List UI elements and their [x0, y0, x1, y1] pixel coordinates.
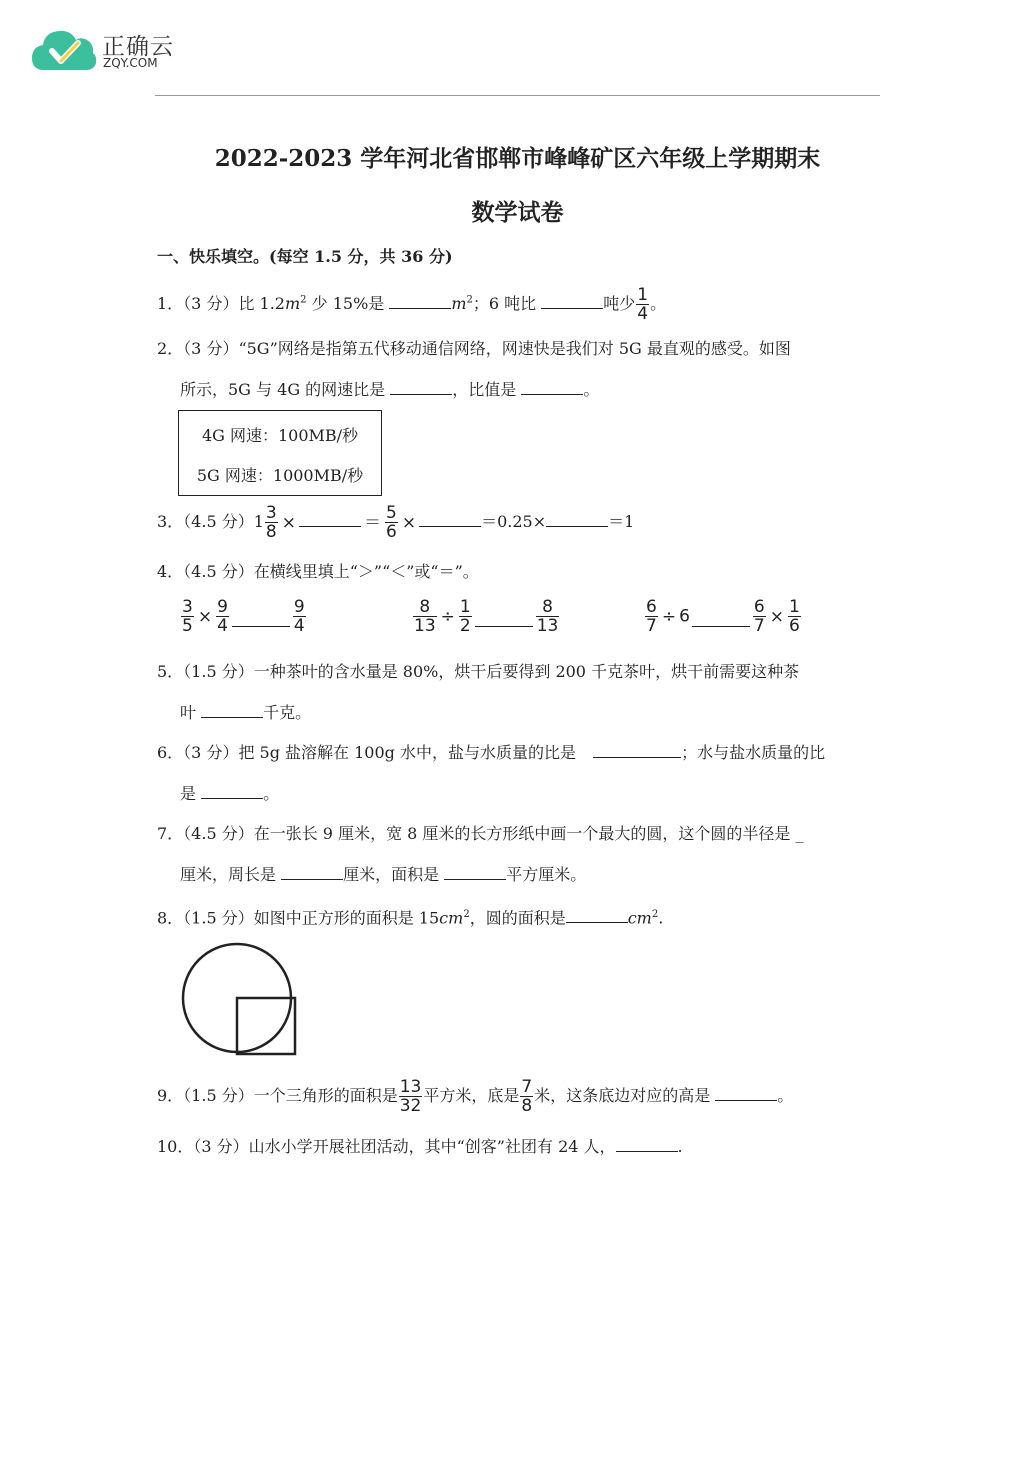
question-4: 4．（4.5 分）在横线里填上“＞”“＜”或“＝”。 [157, 562, 479, 581]
logo [30, 24, 180, 78]
logo-domain: ZQY.COM [103, 56, 158, 70]
header-divider [155, 95, 880, 96]
fraction: $\frac{3}{8}$ [265, 503, 277, 542]
question-10: 10．（3 分）山水小学开展社团活动，其中“创客”社团有 24 人， . [157, 1137, 683, 1156]
page-title: 2022-2023 学年河北省邯郸市峰峰矿区六年级上学期期末 [214, 145, 821, 172]
page-subtitle: 数学试卷 [471, 199, 564, 226]
question-2: 2．（3 分）“5G”网络是指第五代移动通信网络，网速快是我们对 5G 最直观的感受。如图 [157, 339, 791, 358]
answer-blank[interactable] [299, 511, 361, 527]
answer-blank[interactable] [546, 511, 608, 527]
answer-blank[interactable] [281, 864, 343, 880]
compare-expr-1: $\frac{3}{5}$ × $\frac{9}{4}$ $\frac{9}{4}$ [182, 597, 305, 636]
question-7-line2: 厘米，周长是 厘米，面积是 平方厘米。 [180, 865, 587, 884]
speed-info-box [178, 410, 382, 496]
fraction: $\frac{5}{6}$ [385, 503, 397, 542]
answer-blank[interactable] [419, 511, 481, 527]
answer-blank[interactable] [715, 1085, 777, 1101]
section-heading: 一、快乐填空。(每空 1.5 分，共 36 分) [157, 247, 453, 266]
circle-square-figure [180, 942, 302, 1060]
compare-expr-3: $\frac{6}{7}$ ÷ 6 $\frac{6}{7}$ × $\frac{1}{6}$ [646, 597, 800, 636]
answer-blank[interactable] [475, 606, 533, 627]
answer-blank[interactable] [201, 702, 263, 718]
compare-expr-2: $\frac{8}{13}$ ÷ $\frac{1}{2}$ $\frac{8}{13}$ [414, 597, 559, 636]
question-2-line2: 所示，5G 与 4G 的网速比是 ，比值是 。 [180, 380, 600, 399]
answer-blank[interactable] [389, 293, 451, 309]
question-5-line2: 叶 千克。 [180, 703, 312, 722]
answer-blank[interactable] [521, 379, 583, 395]
box-4g-speed: 4G 网速：100MB/秒 [201, 426, 359, 445]
question-1: 1．（3 分）比 $1.2m^2$ 少 15%是 $m^2$；6 吨比 吨少 $\frac{1}{4}$ 。 [157, 285, 667, 324]
question-6: 6．（3 分）把 5g 盐溶解在 100g 水中，盐与水质量的比是 ；水与盐水质量的比 [157, 743, 826, 762]
question-3: 3．（4.5 分）1 $\frac{3}{8}$ × ＝ $\frac{5}{6}$ × ＝0.25× ＝1 [157, 503, 635, 542]
cloud-check-icon [30, 26, 98, 74]
answer-blank[interactable] [541, 293, 603, 309]
question-6-line2: 是 。 [180, 784, 280, 803]
logo-brand: 正确云 [102, 34, 174, 60]
answer-blank[interactable] [692, 606, 750, 627]
answer-blank[interactable] [593, 742, 681, 758]
answer-blank[interactable] [444, 864, 506, 880]
fraction: $\frac{1}{4}$ [637, 285, 649, 324]
answer-blank[interactable] [201, 783, 263, 799]
question-5: 5．（1.5 分）一种茶叶的含水量是 80%，烘干后要得到 200 千克茶叶，烘干前需要这种茶 [157, 662, 800, 681]
answer-blank[interactable] [566, 907, 628, 923]
box-5g-speed: 5G 网速：1000MB/秒 [196, 466, 364, 485]
answer-blank[interactable] [390, 379, 452, 395]
question-9: 9．（1.5 分）一个三角形的面积是 $\frac{13}{32}$ 平方米，底是 $\frac{7}{8}$ 米，这条底边对应的高是 。 [157, 1077, 794, 1116]
answer-blank[interactable] [232, 606, 290, 627]
question-7: 7．（4.5 分）在一张长 9 厘米，宽 8 厘米的长方形纸中画一个最大的圆，这个圆的半径是 _ [157, 824, 804, 843]
answer-blank[interactable] [616, 1136, 678, 1152]
question-8: 8．（1.5 分）如图中正方形的面积是 $15cm^2$，圆的面积是 $cm^2$. [157, 908, 664, 928]
